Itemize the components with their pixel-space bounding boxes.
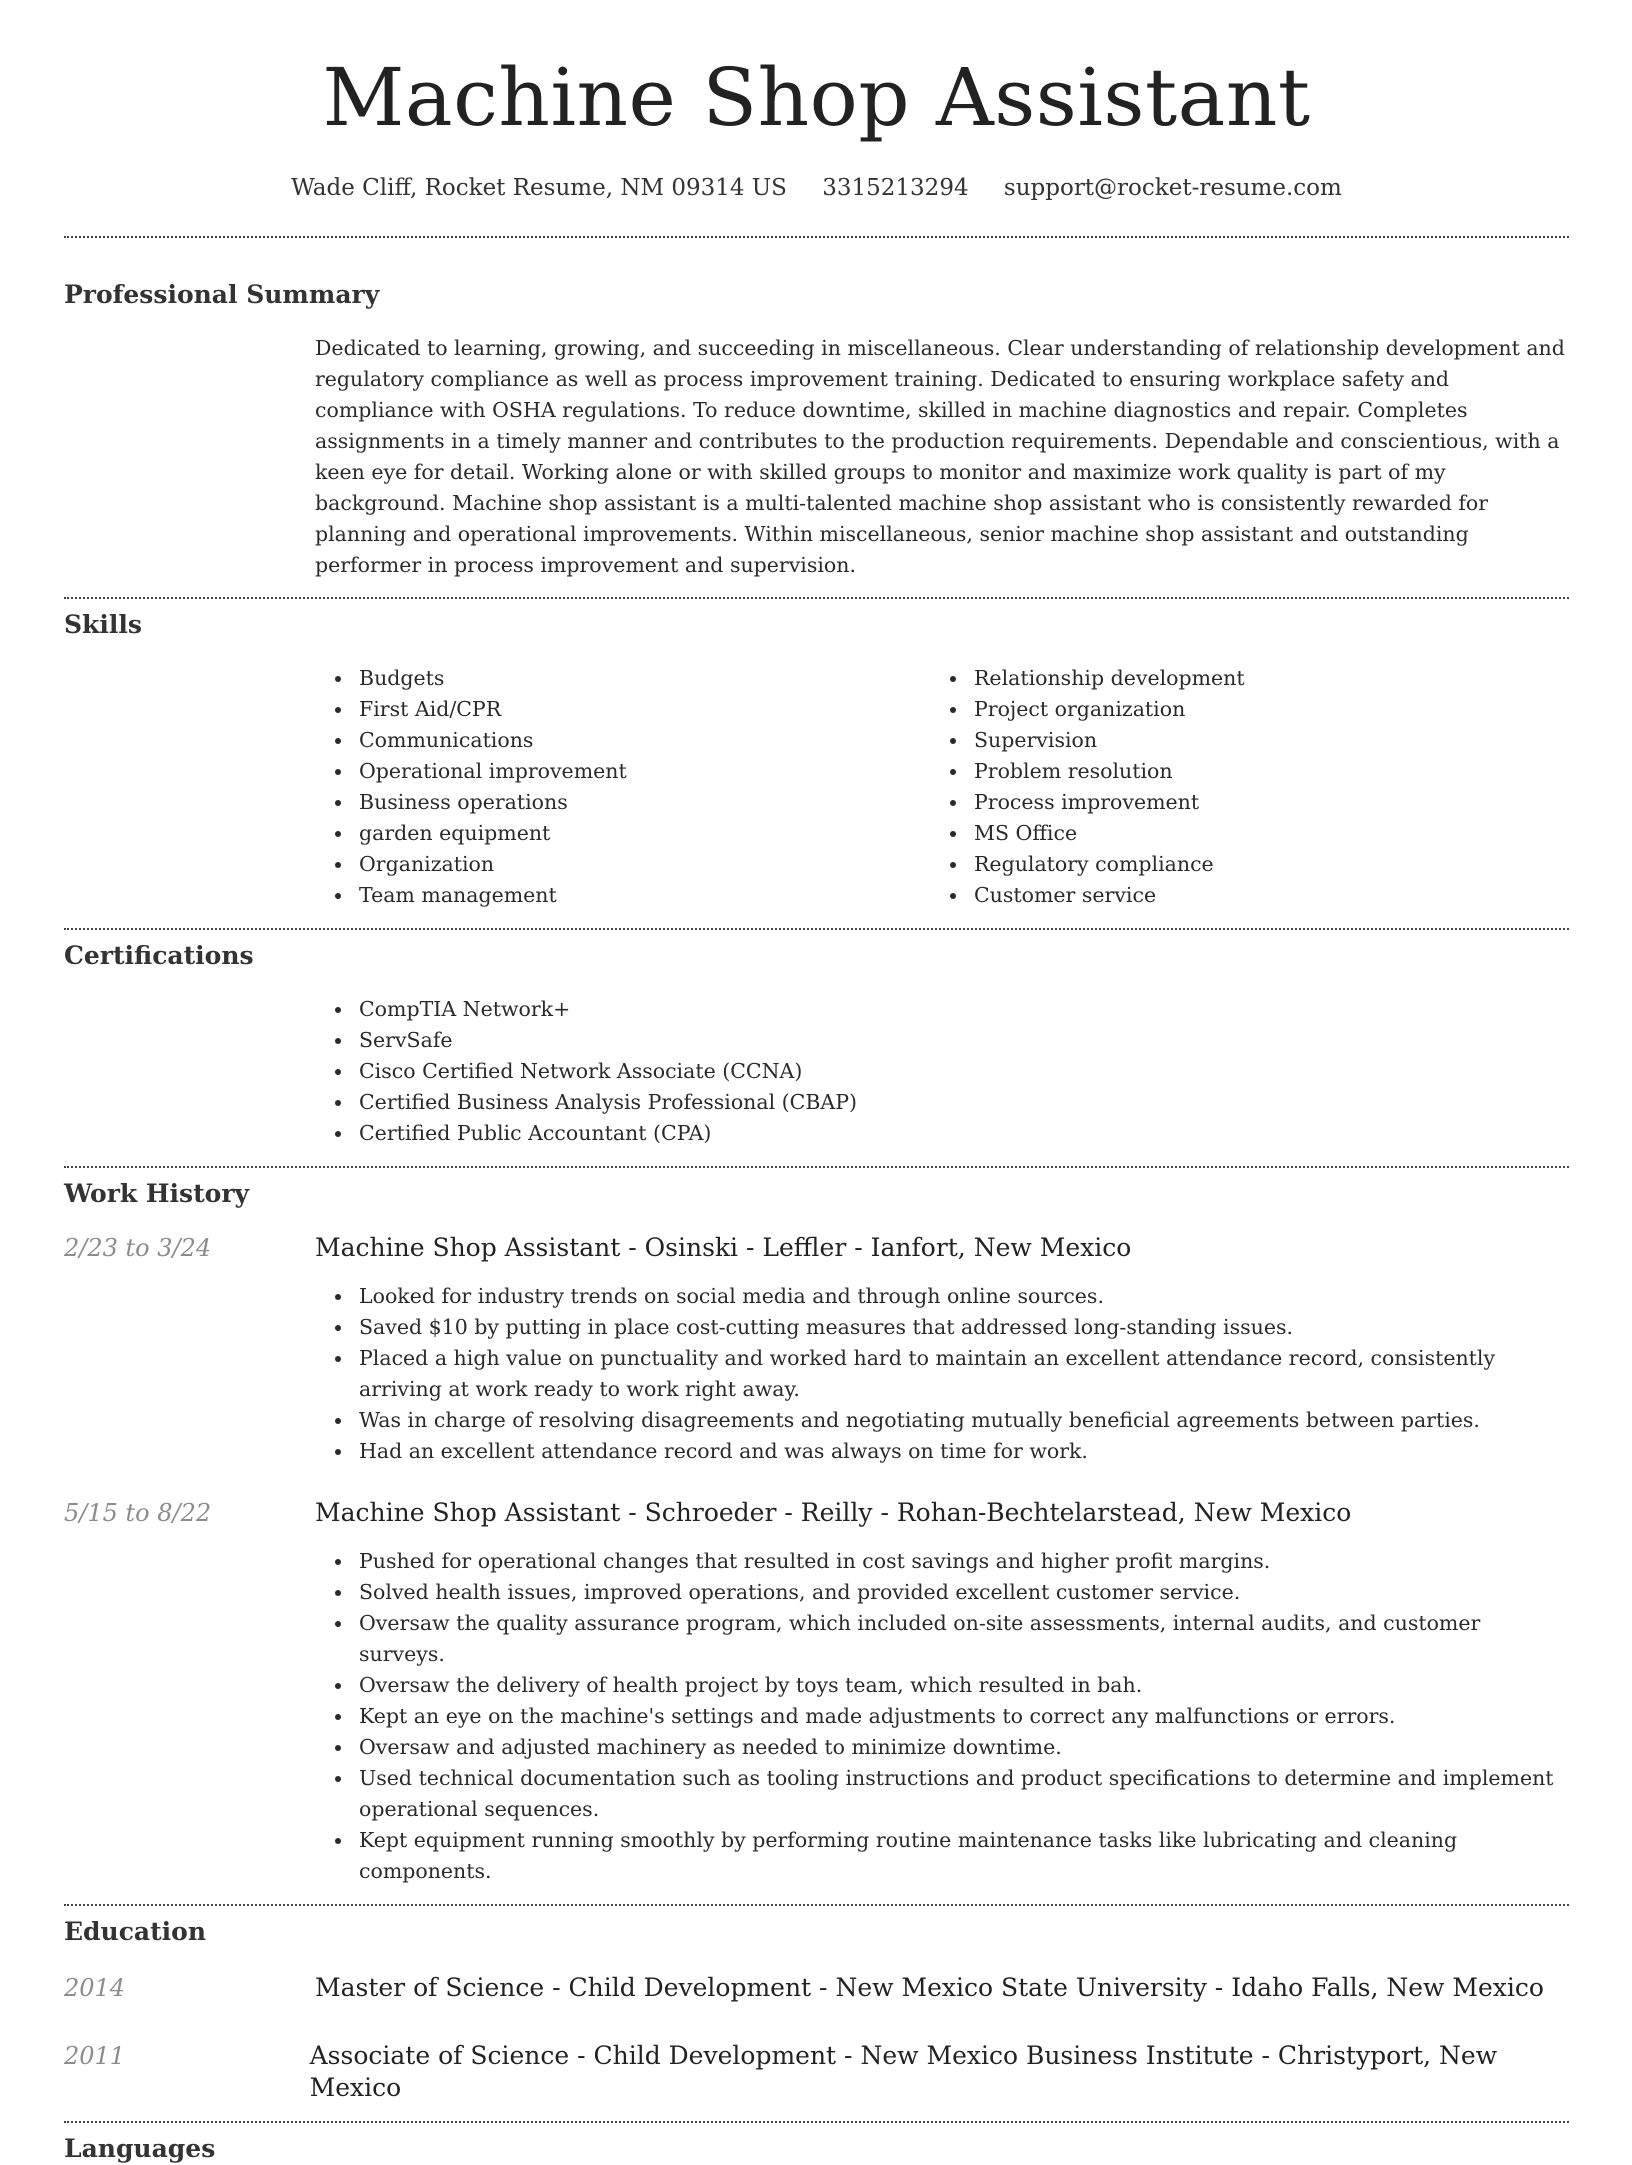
skill-item: garden equipment (315, 818, 930, 849)
certification-item: ServSafe (315, 1025, 1569, 1056)
job-bullet: Kept an eye on the machine's settings and made adjustments to correct any malfunctions or errors. (315, 1701, 1569, 1732)
divider (64, 928, 1569, 930)
education-heading: Education (64, 1917, 207, 1946)
skills-section (64, 609, 1569, 911)
skill-item: Project organization (930, 694, 1545, 725)
job-bullet: Pushed for operational changes that resulted in cost savings and higher profit margins. (315, 1546, 1569, 1577)
education-title (310, 2040, 1569, 2104)
divider (64, 1904, 1569, 1906)
contact-phone: 3315213294 (822, 175, 969, 201)
education-degree: Master of Science - Child Development (315, 1973, 812, 2002)
job-bullet: Oversaw and adjusted machinery as needed to minimize downtime. (315, 1732, 1569, 1763)
skill-item: MS Office (930, 818, 1545, 849)
certifications-list (315, 994, 1569, 1149)
job-list (64, 1232, 1569, 1887)
job-bullet: Placed a high value on punctuality and worked hard to maintain an excellent attendance record, consistently arriving at work ready to work right away. (315, 1343, 1569, 1405)
skill-item: Operational improvement (315, 756, 930, 787)
job-bullet: Oversaw the quality assurance program, which included on-site assessments, internal audits, and customer surveys. (315, 1608, 1569, 1670)
certifications-heading: Certifications (64, 941, 254, 970)
skill-item: Regulatory compliance (930, 849, 1545, 880)
divider (64, 1166, 1569, 1168)
job-title: Machine Shop Assistant - Schroeder - Reilly - Rohan-Bechtelarstead, New Mexico (315, 1498, 1352, 1527)
education-entry (64, 1972, 1569, 2004)
skill-item: Business operations (315, 787, 930, 818)
education-entry (64, 2040, 1569, 2104)
education-institution: - New Mexico Business Institute - Christyport, New Mexico (309, 2041, 1498, 2102)
work-heading: Work History (64, 1179, 250, 1208)
skills-list-left (315, 663, 930, 911)
job-bullet: Had an excellent attendance record and was always on time for work. (315, 1436, 1569, 1467)
summary-section (64, 279, 1569, 581)
skill-item: Team management (315, 880, 930, 911)
certification-item: Certified Business Analysis Professional (CBAP) (315, 1087, 1569, 1118)
summary-heading: Professional Summary (64, 280, 380, 309)
skills-heading: Skills (64, 610, 142, 639)
job-bullet: Looked for industry trends on social media and through online sources. (315, 1281, 1569, 1312)
education-degree: Associate of Science - Child Development (309, 2041, 837, 2070)
job-date: 2/23 to 3/24 (64, 1234, 212, 1262)
job-bullet: Solved health issues, improved operations, and provided excellent customer service. (315, 1577, 1569, 1608)
work-section (64, 1178, 1569, 1887)
contact-line (64, 172, 1569, 204)
job-title: Machine Shop Assistant - Osinski - Leffler - Ianfort, New Mexico (315, 1233, 1132, 1262)
education-list (64, 1972, 1569, 2104)
languages-heading: Languages (64, 2134, 216, 2163)
education-section (64, 1916, 1569, 2104)
skill-item: Supervision (930, 725, 1545, 756)
job-bullet: Saved $10 by putting in place cost-cutting measures that addressed long-standing issues. (315, 1312, 1569, 1343)
certification-item: CompTIA Network+ (315, 994, 1569, 1025)
job-details (315, 1232, 1569, 1467)
certifications-section (64, 940, 1569, 1149)
divider (64, 236, 1569, 238)
job-details (315, 1497, 1569, 1887)
contact-address: Wade Cliff, Rocket Resume, NM 09314 US (291, 175, 787, 201)
contact-email: support@rocket-resume.com (1003, 175, 1342, 201)
skill-item: First Aid/CPR (315, 694, 930, 725)
skill-item: Communications (315, 725, 930, 756)
resume-name: Machine Shop Assistant (322, 51, 1311, 144)
certification-item: Cisco Certified Network Associate (CCNA) (315, 1056, 1569, 1087)
job-bullets (315, 1546, 1569, 1887)
skill-item: Organization (315, 849, 930, 880)
skill-item: Problem resolution (930, 756, 1545, 787)
job-bullet: Oversaw the delivery of health project by toys team, which resulted in bah. (315, 1670, 1569, 1701)
job-bullet: Kept equipment running smoothly by performing routine maintenance tasks like lubricating and cleaning components. (315, 1825, 1569, 1887)
summary-text: Dedicated to learning, growing, and succeeding in miscellaneous. Clear understanding of relationship development and regulatory compliance as well as process improvement training. Dedicated to ensuring workplace safety and compliance with OSHA regulations. To reduce downtime, skilled in machine diagnostics and repair. Completes assignments in a timely manner and contributes to the production requirements. Dependable and conscientious, with a keen eye for detail. Working alone or with skilled groups to monitor and maximize work quality is part of my background. Machine shop assistant is a multi-talented machine shop assistant who is consistently rewarded for planning and operational improvements. Within miscellaneous, senior machine shop assistant and outstanding performer in process improvement and supervision. (315, 336, 1565, 577)
education-title (315, 1972, 1544, 2004)
skill-item: Process improvement (930, 787, 1545, 818)
certification-item: Certified Public Accountant (CPA) (315, 1118, 1569, 1149)
job-entry (64, 1232, 1569, 1467)
resume-page (64, 0, 1569, 2163)
skill-item: Customer service (930, 880, 1545, 911)
education-date: 2014 (64, 1974, 126, 2002)
divider (64, 597, 1569, 599)
job-bullets (315, 1281, 1569, 1467)
divider (64, 2121, 1569, 2123)
skill-item: Budgets (315, 663, 930, 694)
job-date: 5/15 to 8/22 (64, 1499, 212, 1527)
education-institution: - New Mexico State University - Idaho Falls, New Mexico (811, 1973, 1544, 2002)
job-bullet: Used technical documentation such as tooling instructions and product specifications to determine and implement operational sequences. (315, 1763, 1569, 1825)
skill-item: Relationship development (930, 663, 1545, 694)
job-bullet: Was in charge of resolving disagreements and negotiating mutually beneficial agreements between parties. (315, 1405, 1569, 1436)
job-entry (64, 1497, 1569, 1887)
education-date: 2011 (64, 2042, 126, 2070)
skills-list-right (930, 663, 1545, 911)
languages-section (64, 2133, 1569, 2165)
